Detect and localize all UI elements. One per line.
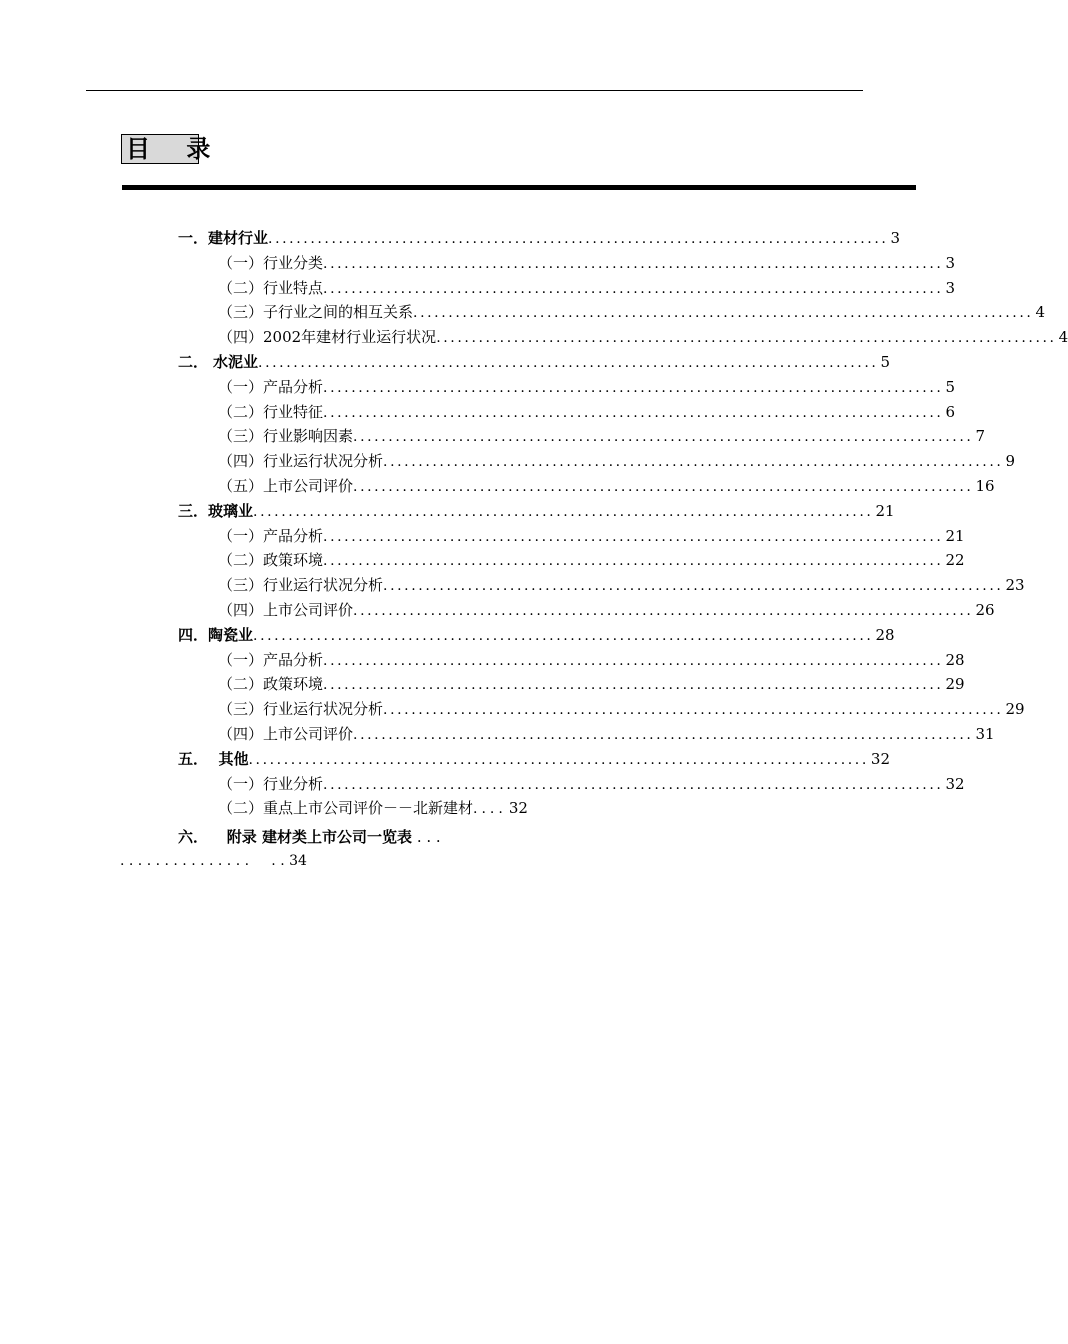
toc-entry-page-number: 16 <box>975 477 995 495</box>
toc-entry-title: （二）重点上市公司评价－－北新建材 <box>218 799 474 818</box>
toc-entry-page-number: 23 <box>1005 576 1025 595</box>
toc-entry-title: （四）上市公司评价 <box>218 601 354 619</box>
toc-section-entry[interactable] <box>218 400 955 424</box>
toc-section-entry[interactable] <box>218 524 965 548</box>
toc-section-entry[interactable] <box>218 474 995 498</box>
toc-entry-title: （一）行业分类 <box>218 253 324 272</box>
toc-entry-page-number: 32 <box>508 799 528 818</box>
toc-entry-leader: ........................................................................................ <box>268 231 889 247</box>
toc-entry-leader: ........................................................................................ <box>323 379 944 396</box>
toc-entry-appendix-continuation: . . . . . . . . . . . . . . . . . 34 <box>120 853 307 869</box>
toc-entry-title: 玻璃业 <box>208 501 254 520</box>
toc-entry-page-number: 28 <box>945 650 965 669</box>
toc-entry-title: （三）子行业之间的相互关系 <box>218 303 414 322</box>
toc-section-entry[interactable] <box>218 548 965 572</box>
toc-chapter-entry[interactable] <box>178 623 895 647</box>
toc-chapter-entry[interactable] <box>178 350 890 374</box>
toc-entry-leader: ........................................................................................ <box>383 454 1004 471</box>
toc-entry-page-number: 6 <box>945 402 955 421</box>
toc-entry-title: （一）产品分析 <box>218 377 324 396</box>
toc-entry-page-number: 29 <box>1005 700 1025 719</box>
toc-entry-leader: ........................................................................................ <box>323 776 944 793</box>
toc-entry-leader: .... <box>473 801 507 818</box>
toc-section-entry[interactable] <box>218 672 965 696</box>
toc-entry-leader: ........................................................................................ <box>353 727 974 743</box>
toc-entry-number: 三． <box>178 501 209 520</box>
toc-entry-title: 陶瓷业 <box>208 625 254 644</box>
toc-entry-page-number: 5 <box>945 377 955 396</box>
toc-entry-page-number: 7 <box>975 427 985 446</box>
toc-section-entry[interactable] <box>218 300 1045 324</box>
toc-entry-leader: ........................................................................................ <box>413 305 1034 322</box>
toc-entry-title: （三）行业运行状况分析 <box>218 576 384 595</box>
toc-entry-title: （一）产品分析 <box>218 526 324 545</box>
toc-entry-number: 四． <box>178 625 209 644</box>
toc-entry-leader: ........................................................................................ <box>258 355 879 371</box>
toc-section-entry[interactable] <box>218 375 955 399</box>
toc-section-entry[interactable] <box>218 796 890 820</box>
toc-entry-leader: ........................................................................................ <box>383 702 1004 719</box>
toc-entry-leader: ........................................................................................ <box>353 479 974 495</box>
toc-entry-number: 六． <box>178 828 209 846</box>
toc-entry-leader: ........................................................................................ <box>323 553 944 570</box>
toc-entry-title: 水泥业 <box>213 353 259 371</box>
toc-entry-page-number: 22 <box>945 551 965 570</box>
toc-entry-leader: ........................................................................................ <box>253 627 874 644</box>
toc-entry-page-number: 3 <box>945 253 955 272</box>
toc-entry-leader: ........................................................................................ <box>383 578 1004 595</box>
toc-section-entry[interactable] <box>218 598 995 622</box>
toc-entry-page-number: 29 <box>945 675 965 694</box>
title-underline <box>122 185 916 190</box>
toc-section-entry[interactable] <box>218 648 965 672</box>
toc-entry-leader: ........................................................................................ <box>436 330 1057 347</box>
toc-entry-leader: ........................................................................................ <box>323 255 944 272</box>
toc-section-entry[interactable] <box>218 449 1015 473</box>
toc-section-entry[interactable] <box>218 697 1025 721</box>
toc-chapter-entry[interactable] <box>178 747 890 771</box>
toc-entry-leader: ........................................................................................ <box>323 280 944 297</box>
toc-entry-page-number: 21 <box>875 501 895 520</box>
toc-section-entry[interactable] <box>218 772 965 796</box>
toc-entry-page-number: 21 <box>945 526 965 545</box>
toc-entry-leader: ........................................................................................ <box>323 528 944 545</box>
toc-entry-page-number: 9 <box>1005 452 1015 471</box>
toc-section-entry[interactable] <box>218 325 1068 349</box>
toc-entry-number: 一． <box>178 229 209 247</box>
toc-entry-leader: ........................................................................................ <box>253 503 874 520</box>
toc-entry-page-number: 4 <box>1058 328 1068 347</box>
toc-entry-leader: ........................................................................................ <box>323 652 944 669</box>
toc-entry-leader: ........................................................................................ <box>353 603 974 619</box>
toc-entry-title: （四）上市公司评价 <box>218 725 354 743</box>
toc-entry-page-number: 4 <box>1035 303 1045 322</box>
toc-entry-leader: ........................................................................................ <box>248 751 869 768</box>
toc-section-entry[interactable] <box>218 573 1025 597</box>
toc-entry-title: （四）行业运行状况分析 <box>218 452 384 471</box>
toc-entry-title: （三）行业影响因素 <box>218 427 354 446</box>
toc-title: 目 录 <box>121 134 199 164</box>
toc-entry-appendix[interactable] <box>178 825 441 849</box>
toc-entry-title: （五）上市公司评价 <box>218 477 354 495</box>
toc-entry-number: 五． <box>178 749 209 768</box>
toc-entry-page-number: 28 <box>875 625 895 644</box>
toc-entry-page-number: 5 <box>880 353 890 371</box>
toc-section-entry[interactable] <box>218 251 955 275</box>
toc-entry-page-number: 3 <box>945 278 955 297</box>
toc-entry-title: （一）产品分析 <box>218 650 324 669</box>
toc-entry-title: 其他 <box>218 749 249 768</box>
toc-entry-title: （一）行业分析 <box>218 774 324 793</box>
toc-entry-title: （三）行业运行状况分析 <box>218 700 384 719</box>
toc-entry-page-number: 3 <box>890 229 900 247</box>
toc-entry-page-number: 31 <box>975 725 995 743</box>
toc-entry-page-number: 32 <box>870 749 890 768</box>
toc-entry-title: （二）行业特点 <box>218 278 324 297</box>
toc-entry-title: 附录 建材类上市公司一览表 <box>226 828 413 846</box>
toc-entry-page-number: 26 <box>975 601 995 619</box>
toc-entry-title: （二）政策环境 <box>218 675 324 694</box>
toc-entry-title: （二）行业特征 <box>218 402 324 421</box>
toc-entry-leader: . . . <box>416 828 441 846</box>
toc-entry-title: 建材行业 <box>208 229 269 247</box>
toc-section-entry[interactable] <box>218 276 955 300</box>
toc-entry-leader: ........................................................................................ <box>323 404 944 421</box>
toc-section-entry[interactable] <box>218 424 985 448</box>
toc-entry-leader: ........................................................................................ <box>353 429 974 446</box>
toc-entry-leader: ........................................................................................ <box>323 677 944 694</box>
toc-entry-number: 二． <box>178 353 209 371</box>
toc-entry-page-number: 32 <box>945 774 965 793</box>
toc-entry-title: （二）政策环境 <box>218 551 324 570</box>
toc-chapter-entry[interactable] <box>178 499 895 523</box>
toc-section-entry[interactable] <box>218 722 995 746</box>
toc-entry-title: （四）2002年建材行业运行状况 <box>218 328 437 347</box>
toc-chapter-entry[interactable] <box>178 226 900 250</box>
header-rule <box>86 90 863 91</box>
